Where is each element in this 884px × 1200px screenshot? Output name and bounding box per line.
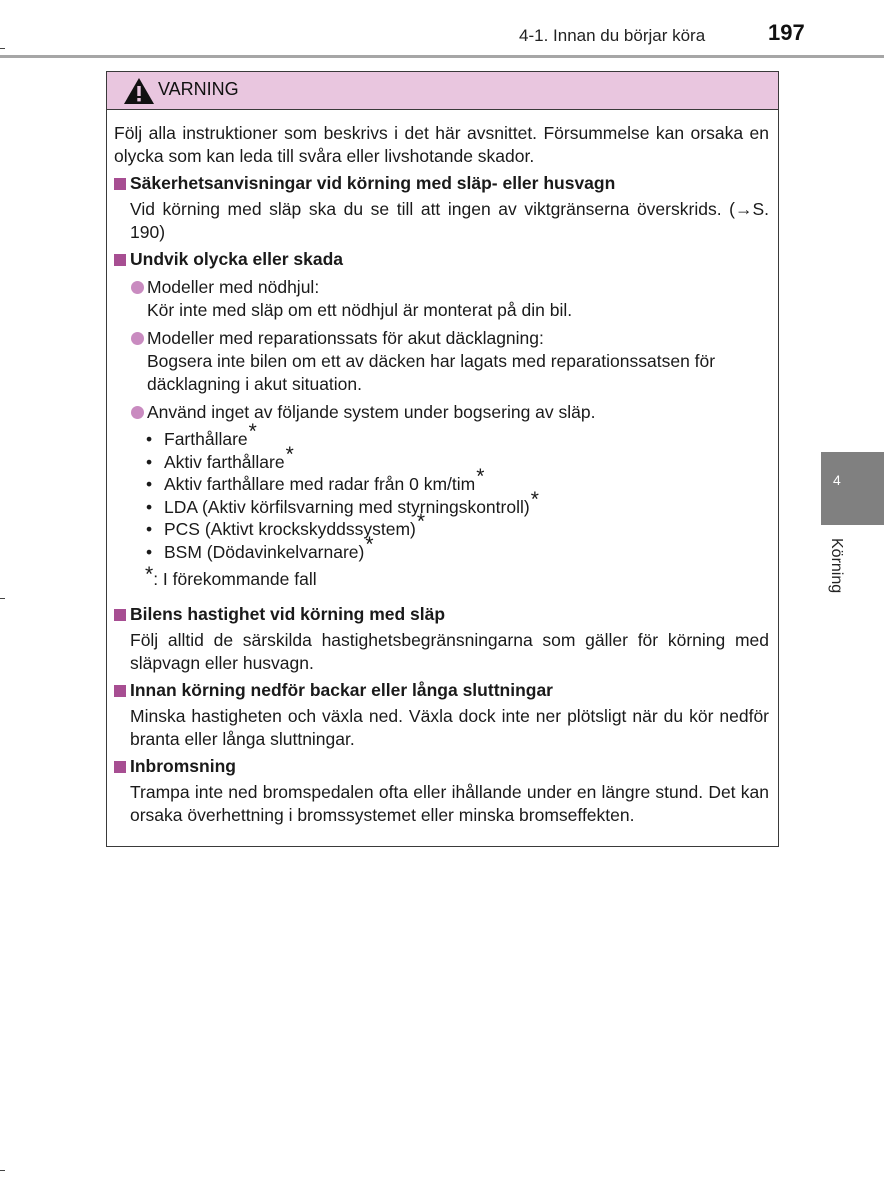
section-avoid-accident xyxy=(114,248,769,591)
warning-header xyxy=(107,72,778,110)
system-item: • Aktiv farthållare* xyxy=(146,442,294,472)
bullet-text: Bogsera inte bilen om ett av däcken har lagats med reparationssatsen för däcklagning i akut situation. xyxy=(147,351,716,394)
system-item: • Aktiv farthållare med radar från 0 km/tim* xyxy=(146,465,485,494)
chapter-label: Körning xyxy=(828,538,845,594)
section-title: 4-1. Innan du börjar köra xyxy=(519,26,706,45)
list-item xyxy=(114,401,769,424)
section-downhill xyxy=(114,679,769,751)
section-heading: Säkerhetsanvisningar vid körning med släp- eller husvagn xyxy=(130,173,616,193)
section-heading: Innan körning nedför backar eller långa sluttningar xyxy=(130,680,553,700)
system-item: • BSM (Dödavinkelvarnare)* xyxy=(146,532,374,562)
section-heading: Bilens hastighet vid körning med släp xyxy=(130,604,446,624)
section-square-icon xyxy=(114,609,126,621)
section-heading: Inbromsning xyxy=(130,756,236,776)
section-body: Följ alltid de särskilda hastighetsbegränsningarna som gäller för körning med släpvagn eller husvagn. xyxy=(130,630,769,673)
systems-list xyxy=(114,420,769,563)
chapter-number: 4 xyxy=(833,472,841,488)
header-rule xyxy=(0,55,884,58)
warning-title: VARNING xyxy=(158,79,239,99)
margin-tick xyxy=(0,48,5,49)
section-speed xyxy=(114,603,769,675)
list-item xyxy=(114,327,769,396)
bullet-circle-icon xyxy=(131,406,144,419)
section-square-icon xyxy=(114,685,126,697)
warning-triangle-icon xyxy=(123,77,155,105)
section-square-icon xyxy=(114,178,126,190)
system-item: • PCS (Aktivt krockskyddssystem)* xyxy=(146,510,426,539)
footnote: *: I förekommande fall xyxy=(145,563,317,589)
section-towing-safety xyxy=(114,172,769,244)
bullet-title: Använd inget av följande system under bogsering av släp. xyxy=(147,402,596,422)
section-body: Minska hastigheten och växla ned. Växla dock inte ner plötsligt när du kör nedför branta eller långa sluttningar. xyxy=(130,706,769,749)
warning-box xyxy=(106,71,779,847)
bullet-title: Modeller med nödhjul: xyxy=(147,277,320,297)
page-number: 197 xyxy=(768,20,805,45)
bullet-title: Modeller med reparationssats för akut däcklagning: xyxy=(147,328,544,348)
warning-content xyxy=(114,122,769,827)
system-item: • Farthållare* xyxy=(146,420,257,449)
section-body: Trampa inte ned bromspedalen ofta eller ihållande under en längre stund. Det kan orsaka överhettning i bromssystemet eller minska bromseffekten. xyxy=(130,782,769,825)
section-body: Vid körning med släp ska du se till att ingen av viktgränserna överskrids. (→S. 190) xyxy=(130,199,769,242)
chapter-tab[interactable] xyxy=(821,452,884,525)
list-item xyxy=(114,276,769,322)
bullet-circle-icon xyxy=(131,281,144,294)
margin-tick xyxy=(0,1170,5,1171)
warning-intro: Följ alla instruktioner som beskrivs i det här avsnittet. Försummelse kan orsaka en olycka som kan leda till svåra eller livshotande skador. xyxy=(114,123,769,166)
bullet-circle-icon xyxy=(131,332,144,345)
section-square-icon xyxy=(114,254,126,266)
bullet-text: Kör inte med släp om ett nödhjul är monterat på din bil. xyxy=(147,300,573,320)
section-heading: Undvik olycka eller skada xyxy=(130,249,344,269)
section-square-icon xyxy=(114,761,126,773)
section-braking xyxy=(114,755,769,827)
margin-tick xyxy=(0,598,5,599)
system-item: • LDA (Aktiv körfilsvarning med styrningskontroll)* xyxy=(146,487,539,517)
